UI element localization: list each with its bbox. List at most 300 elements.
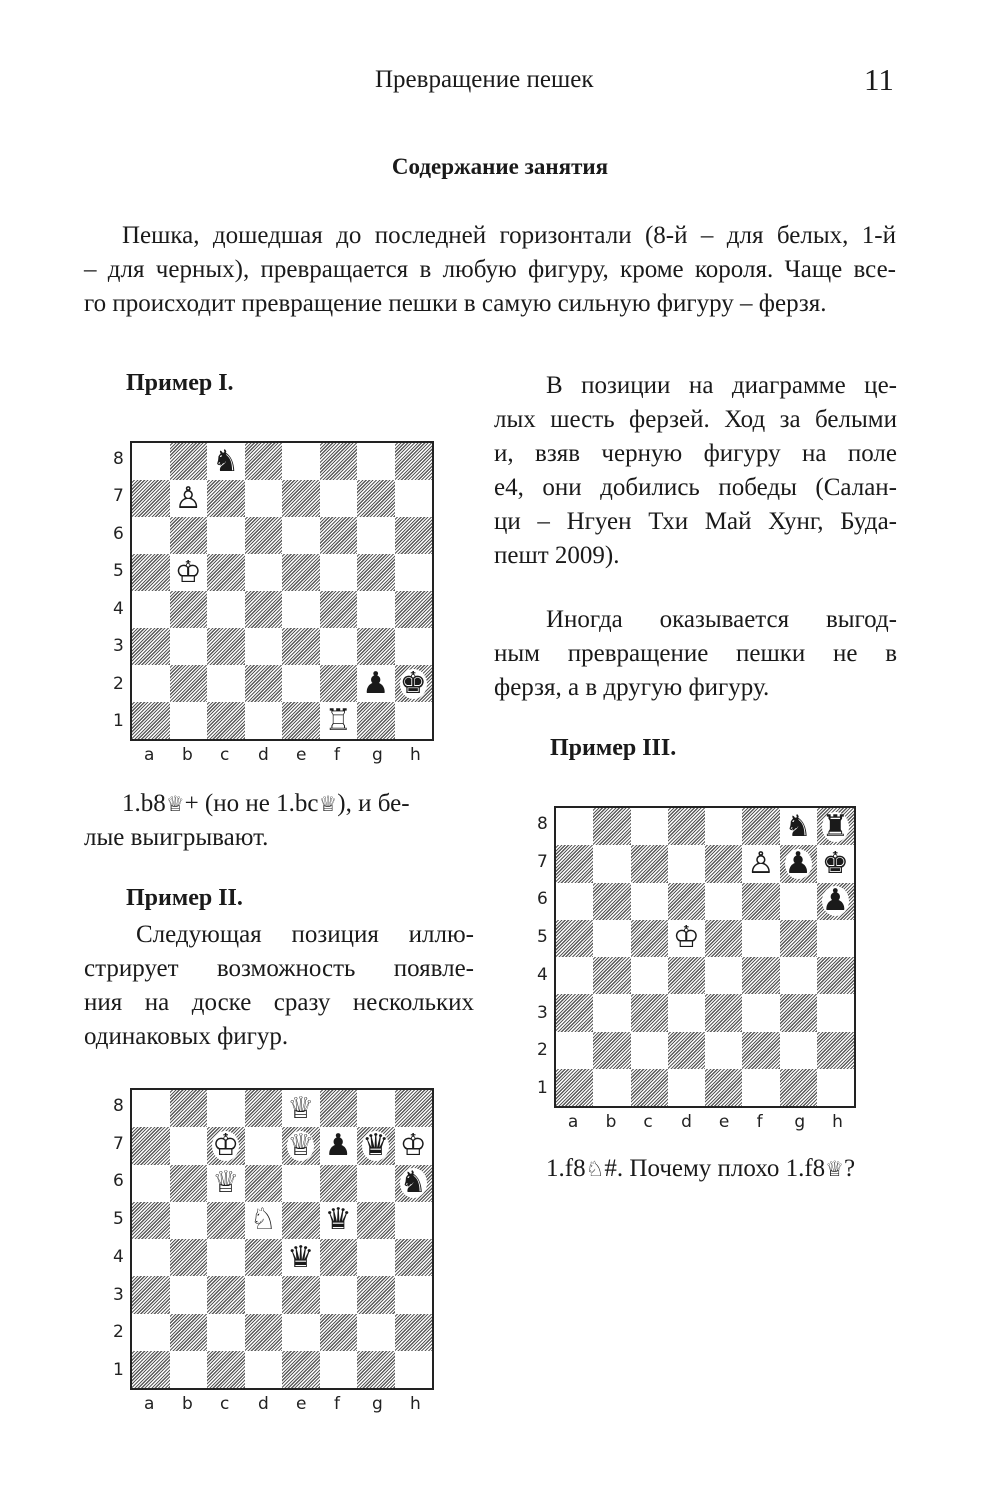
rank-label: 1 xyxy=(537,1078,548,1099)
example3-caption xyxy=(546,1152,855,1186)
black-knight-icon: ♞ xyxy=(212,443,240,479)
square-g5 xyxy=(780,920,817,957)
square-g3 xyxy=(357,1276,395,1313)
square-d5 xyxy=(245,554,283,591)
square-h5 xyxy=(395,554,433,591)
square-b6 xyxy=(593,883,630,920)
file-label: a xyxy=(567,1112,579,1132)
right-p1-line-5: ци – Нгуен Тхи Май Хунг, Буда- xyxy=(494,508,897,535)
square-b4 xyxy=(593,957,630,994)
white-king-icon: ♔ xyxy=(212,1127,240,1163)
right-p1-line-6: пешт 2009). xyxy=(494,542,620,569)
example1-caption-end: ), и бе- xyxy=(337,790,410,817)
square-h8 xyxy=(395,1090,433,1127)
square-a3 xyxy=(556,994,593,1031)
square-c4 xyxy=(207,591,245,628)
square-a4 xyxy=(132,591,170,628)
black-knight-icon: ♞ xyxy=(784,808,812,844)
square-b5 xyxy=(170,554,208,591)
square-e1 xyxy=(705,1069,742,1106)
file-label: g xyxy=(794,1112,806,1132)
square-a8 xyxy=(132,443,170,480)
square-d1 xyxy=(245,1351,283,1388)
square-d3 xyxy=(245,628,283,665)
square-b1 xyxy=(170,702,208,739)
rank-label: 6 xyxy=(113,1171,124,1192)
square-a8 xyxy=(556,808,593,845)
square-h7 xyxy=(817,845,854,882)
square-h2 xyxy=(817,1032,854,1069)
square-e7 xyxy=(282,1127,320,1164)
square-f5 xyxy=(320,554,358,591)
square-f1 xyxy=(320,702,358,739)
rank-label: 4 xyxy=(113,1246,124,1267)
square-d6 xyxy=(245,517,283,554)
white-knight-icon: ♘ xyxy=(249,1202,277,1238)
square-f4 xyxy=(320,591,358,628)
square-e7 xyxy=(282,480,320,517)
square-b8 xyxy=(170,1090,208,1127)
square-g7 xyxy=(780,845,817,882)
square-a4 xyxy=(132,1239,170,1276)
file-label: f xyxy=(756,1112,763,1132)
square-d6 xyxy=(668,883,705,920)
square-c6 xyxy=(207,517,245,554)
rank-label: 8 xyxy=(537,813,548,834)
square-f7 xyxy=(742,845,779,882)
square-h6 xyxy=(395,1165,433,1202)
square-a6 xyxy=(132,1165,170,1202)
square-f3 xyxy=(320,1276,358,1313)
square-f3 xyxy=(742,994,779,1031)
white-knight-icon: ♘ xyxy=(585,1157,605,1181)
rank-label: 4 xyxy=(113,598,124,619)
square-e5 xyxy=(282,554,320,591)
square-d2 xyxy=(668,1032,705,1069)
square-b4 xyxy=(170,1239,208,1276)
square-h3 xyxy=(395,1276,433,1313)
square-b5 xyxy=(593,920,630,957)
intro-line-1: Пешка, дошедшая до последней горизонтали (8-й – для белых, 1-й xyxy=(122,222,896,249)
square-f2 xyxy=(320,1314,358,1351)
right-p1-line-4: e4, они добились победы (Салан- xyxy=(494,474,897,501)
square-e8 xyxy=(282,443,320,480)
black-queen-icon: ♛ xyxy=(362,1127,390,1163)
square-e6 xyxy=(282,1165,320,1202)
square-g7 xyxy=(357,1127,395,1164)
black-pawn-icon: ♟ xyxy=(362,665,390,701)
square-f5 xyxy=(320,1202,358,1239)
square-f7 xyxy=(320,480,358,517)
square-b7 xyxy=(593,845,630,882)
square-d4 xyxy=(245,1239,283,1276)
example1-caption-line2: лые выигрывают. xyxy=(84,824,269,851)
black-pawn-icon: ♟ xyxy=(784,845,812,881)
square-e6 xyxy=(705,883,742,920)
square-f6 xyxy=(320,517,358,554)
example3-caption-end: ? xyxy=(844,1155,856,1182)
square-b6 xyxy=(170,1165,208,1202)
running-header: Превращение пешек xyxy=(375,66,594,93)
square-e3 xyxy=(282,1276,320,1313)
file-label: d xyxy=(258,1394,269,1414)
square-e2 xyxy=(282,665,320,702)
square-d5 xyxy=(668,920,705,957)
square-e4 xyxy=(705,957,742,994)
example1-caption-mid: + (но не 1.bc xyxy=(184,790,319,817)
rank-label: 8 xyxy=(113,448,124,469)
intro-line-3: го происходит превращение пешки в самую сильную фигуру – ферзя. xyxy=(84,290,827,317)
square-f1 xyxy=(742,1069,779,1106)
file-label: a xyxy=(144,745,155,765)
square-a5 xyxy=(132,554,170,591)
example2-line-1: Следующая позиция иллю- xyxy=(136,921,474,948)
square-h6 xyxy=(817,883,854,920)
example1-caption-line1 xyxy=(122,787,474,821)
right-p1-line-3: и, взяв черную фигуру на поле xyxy=(494,440,897,467)
intro-line-2: – для черных), превращается в любую фигуру, кроме короля. Чаще все- xyxy=(84,256,896,283)
square-c4 xyxy=(631,957,668,994)
rank-label: 8 xyxy=(113,1095,124,1116)
square-c5 xyxy=(207,554,245,591)
square-d5 xyxy=(245,1202,283,1239)
chessboard-example-2 xyxy=(130,1088,434,1390)
rank-label: 5 xyxy=(113,1209,124,1230)
square-f4 xyxy=(320,1239,358,1276)
square-a1 xyxy=(132,1351,170,1388)
square-h8 xyxy=(817,808,854,845)
rank-label: 6 xyxy=(537,889,548,910)
chessboard-example-1 xyxy=(130,441,434,741)
page-number: 11 xyxy=(864,62,894,97)
square-e3 xyxy=(705,994,742,1031)
square-a8 xyxy=(132,1090,170,1127)
rank-label: 3 xyxy=(113,636,124,657)
square-h4 xyxy=(395,1239,433,1276)
square-c1 xyxy=(207,1351,245,1388)
square-a3 xyxy=(132,628,170,665)
square-c5 xyxy=(631,920,668,957)
rank-label: 7 xyxy=(537,851,548,872)
square-d2 xyxy=(245,665,283,702)
square-b2 xyxy=(170,665,208,702)
example1-heading: Пример I. xyxy=(126,370,234,396)
square-g2 xyxy=(357,1314,395,1351)
example2-line-2: стрирует возможность появле- xyxy=(84,955,474,982)
square-e4 xyxy=(282,1239,320,1276)
square-a3 xyxy=(132,1276,170,1313)
square-e5 xyxy=(282,1202,320,1239)
square-e7 xyxy=(705,845,742,882)
square-b2 xyxy=(593,1032,630,1069)
rank-label: 2 xyxy=(113,1322,124,1343)
square-a6 xyxy=(132,517,170,554)
square-f6 xyxy=(320,1165,358,1202)
right-p2-line-2: ным превращение пешки не в xyxy=(494,640,897,667)
square-d3 xyxy=(245,1276,283,1313)
white-pawn-icon: ♙ xyxy=(174,480,202,516)
rank-label: 1 xyxy=(113,1360,124,1381)
square-h8 xyxy=(395,443,433,480)
square-c3 xyxy=(207,628,245,665)
rank-label: 3 xyxy=(113,1284,124,1305)
rank-label: 5 xyxy=(537,927,548,948)
square-a5 xyxy=(132,1202,170,1239)
rank-label: 6 xyxy=(113,523,124,544)
rank-label: 1 xyxy=(113,711,124,732)
square-d8 xyxy=(245,443,283,480)
square-b4 xyxy=(170,591,208,628)
square-h4 xyxy=(395,591,433,628)
square-c7 xyxy=(207,1127,245,1164)
right-p2-line-3: ферзя, а в другую фигуру. xyxy=(494,674,770,701)
file-label: g xyxy=(372,1394,383,1414)
square-h4 xyxy=(817,957,854,994)
square-g8 xyxy=(780,808,817,845)
square-c7 xyxy=(207,480,245,517)
square-a1 xyxy=(132,702,170,739)
square-a5 xyxy=(556,920,593,957)
right-p1-line-2: лых шесть ферзей. Ход за белыми xyxy=(494,406,897,433)
square-c1 xyxy=(631,1069,668,1106)
square-g3 xyxy=(357,628,395,665)
square-c5 xyxy=(207,1202,245,1239)
square-g1 xyxy=(357,702,395,739)
square-c3 xyxy=(207,1276,245,1313)
square-f8 xyxy=(742,808,779,845)
square-d2 xyxy=(245,1314,283,1351)
square-c8 xyxy=(207,1090,245,1127)
chessboard-example-3 xyxy=(554,806,856,1108)
file-label: c xyxy=(220,745,230,765)
file-label: h xyxy=(410,745,421,765)
file-label: b xyxy=(182,745,193,765)
square-c3 xyxy=(631,994,668,1031)
example3-move: 1.f8 xyxy=(546,1155,586,1182)
square-g8 xyxy=(357,443,395,480)
square-d4 xyxy=(245,591,283,628)
example3-caption-mid: #. Почему плохо 1.f8 xyxy=(604,1155,826,1182)
square-e8 xyxy=(282,1090,320,1127)
square-e6 xyxy=(282,517,320,554)
rank-label: 7 xyxy=(113,1133,124,1154)
file-label: b xyxy=(605,1112,617,1132)
square-g1 xyxy=(357,1351,395,1388)
square-a7 xyxy=(132,1127,170,1164)
square-b2 xyxy=(170,1314,208,1351)
square-d7 xyxy=(245,1127,283,1164)
file-label: h xyxy=(410,1394,421,1414)
square-g6 xyxy=(780,883,817,920)
square-h7 xyxy=(395,1127,433,1164)
square-f8 xyxy=(320,443,358,480)
square-g5 xyxy=(357,554,395,591)
square-c6 xyxy=(631,883,668,920)
square-g7 xyxy=(357,480,395,517)
rank-label: 7 xyxy=(113,486,124,507)
right-p1-line-1: В позиции на диаграмме це- xyxy=(546,372,897,399)
example2-heading: Пример II. xyxy=(126,885,243,911)
square-h1 xyxy=(817,1069,854,1106)
square-g6 xyxy=(357,1165,395,1202)
square-h6 xyxy=(395,517,433,554)
white-rook-icon: ♖ xyxy=(324,702,352,738)
white-queen-icon: ♕ xyxy=(212,1165,240,1201)
square-d6 xyxy=(245,1165,283,1202)
rank-label: 2 xyxy=(537,1040,548,1061)
square-c6 xyxy=(207,1165,245,1202)
square-f1 xyxy=(320,1351,358,1388)
square-h1 xyxy=(395,702,433,739)
rank-label: 2 xyxy=(113,673,124,694)
square-h1 xyxy=(395,1351,433,1388)
square-b8 xyxy=(593,808,630,845)
square-h3 xyxy=(817,994,854,1031)
square-h2 xyxy=(395,1314,433,1351)
square-a7 xyxy=(132,480,170,517)
white-king-icon: ♔ xyxy=(672,920,700,956)
square-g4 xyxy=(357,591,395,628)
file-label: c xyxy=(643,1112,653,1132)
square-f7 xyxy=(320,1127,358,1164)
square-c1 xyxy=(207,702,245,739)
file-label: d xyxy=(258,745,269,765)
square-g8 xyxy=(357,1090,395,1127)
square-c8 xyxy=(631,808,668,845)
white-queen-icon: ♕ xyxy=(165,792,185,816)
black-knight-icon: ♞ xyxy=(399,1165,427,1201)
square-d1 xyxy=(668,1069,705,1106)
black-king-icon: ♚ xyxy=(821,845,849,881)
example2-line-4: одинаковых фигур. xyxy=(84,1023,289,1050)
white-queen-icon: ♕ xyxy=(287,1090,315,1126)
square-d1 xyxy=(245,702,283,739)
square-g1 xyxy=(780,1069,817,1106)
square-d4 xyxy=(668,957,705,994)
square-c4 xyxy=(207,1239,245,1276)
square-f5 xyxy=(742,920,779,957)
example1-move: 1.b8 xyxy=(122,790,166,817)
file-label: c xyxy=(220,1394,230,1414)
square-e8 xyxy=(705,808,742,845)
square-h3 xyxy=(395,628,433,665)
rank-label: 4 xyxy=(537,964,548,985)
square-f3 xyxy=(320,628,358,665)
square-f6 xyxy=(742,883,779,920)
square-f4 xyxy=(742,957,779,994)
square-d7 xyxy=(245,480,283,517)
square-g5 xyxy=(357,1202,395,1239)
square-b5 xyxy=(170,1202,208,1239)
square-f2 xyxy=(742,1032,779,1069)
square-g4 xyxy=(357,1239,395,1276)
square-d3 xyxy=(668,994,705,1031)
square-b7 xyxy=(170,480,208,517)
square-c7 xyxy=(631,845,668,882)
black-pawn-icon: ♟ xyxy=(821,883,849,919)
file-label: h xyxy=(832,1112,843,1132)
section-title: Содержание занятия xyxy=(391,154,609,179)
square-a7 xyxy=(556,845,593,882)
square-a4 xyxy=(556,957,593,994)
square-g2 xyxy=(357,665,395,702)
square-f2 xyxy=(320,665,358,702)
black-queen-icon: ♛ xyxy=(287,1239,315,1275)
square-b7 xyxy=(170,1127,208,1164)
square-a2 xyxy=(132,1314,170,1351)
square-e2 xyxy=(282,1314,320,1351)
square-g2 xyxy=(780,1032,817,1069)
square-e5 xyxy=(705,920,742,957)
square-g4 xyxy=(780,957,817,994)
square-b1 xyxy=(170,1351,208,1388)
rank-label: 5 xyxy=(113,561,124,582)
right-p2-line-1: Иногда оказывается выгод- xyxy=(546,606,897,633)
square-c8 xyxy=(207,443,245,480)
file-label: a xyxy=(144,1394,155,1414)
square-b3 xyxy=(170,628,208,665)
file-label: f xyxy=(334,745,340,765)
square-a6 xyxy=(556,883,593,920)
file-label: b xyxy=(182,1394,193,1414)
black-rook-icon: ♜ xyxy=(821,808,849,844)
example3-heading: Пример III. xyxy=(550,735,677,761)
square-d8 xyxy=(668,808,705,845)
square-d7 xyxy=(668,845,705,882)
black-pawn-icon: ♟ xyxy=(324,1127,352,1163)
white-queen-icon: ♕ xyxy=(825,1157,844,1181)
square-h5 xyxy=(817,920,854,957)
square-h7 xyxy=(395,480,433,517)
square-c2 xyxy=(631,1032,668,1069)
square-a2 xyxy=(132,665,170,702)
white-king-icon: ♔ xyxy=(399,1127,427,1163)
square-b8 xyxy=(170,443,208,480)
white-pawn-icon: ♙ xyxy=(747,845,775,881)
square-e2 xyxy=(705,1032,742,1069)
square-f8 xyxy=(320,1090,358,1127)
square-c2 xyxy=(207,665,245,702)
square-e1 xyxy=(282,702,320,739)
square-g6 xyxy=(357,517,395,554)
square-a2 xyxy=(556,1032,593,1069)
black-king-icon: ♚ xyxy=(399,665,427,701)
white-queen-icon: ♕ xyxy=(318,792,338,816)
square-b3 xyxy=(170,1276,208,1313)
square-e1 xyxy=(282,1351,320,1388)
square-e3 xyxy=(282,628,320,665)
file-label: g xyxy=(372,745,383,765)
square-h5 xyxy=(395,1202,433,1239)
file-label: e xyxy=(718,1112,730,1132)
rank-label: 3 xyxy=(537,1002,548,1023)
square-b1 xyxy=(593,1069,630,1106)
square-d8 xyxy=(245,1090,283,1127)
file-label: e xyxy=(296,1394,307,1414)
square-e4 xyxy=(282,591,320,628)
square-h2 xyxy=(395,665,433,702)
file-label: d xyxy=(681,1112,692,1132)
white-queen-icon: ♕ xyxy=(287,1127,315,1163)
square-b3 xyxy=(593,994,630,1031)
file-label: f xyxy=(334,1394,340,1414)
black-queen-icon: ♛ xyxy=(324,1202,352,1238)
file-label: e xyxy=(296,745,307,765)
square-a1 xyxy=(556,1069,593,1106)
square-b6 xyxy=(170,517,208,554)
white-king-icon: ♔ xyxy=(174,554,202,590)
square-c2 xyxy=(207,1314,245,1351)
